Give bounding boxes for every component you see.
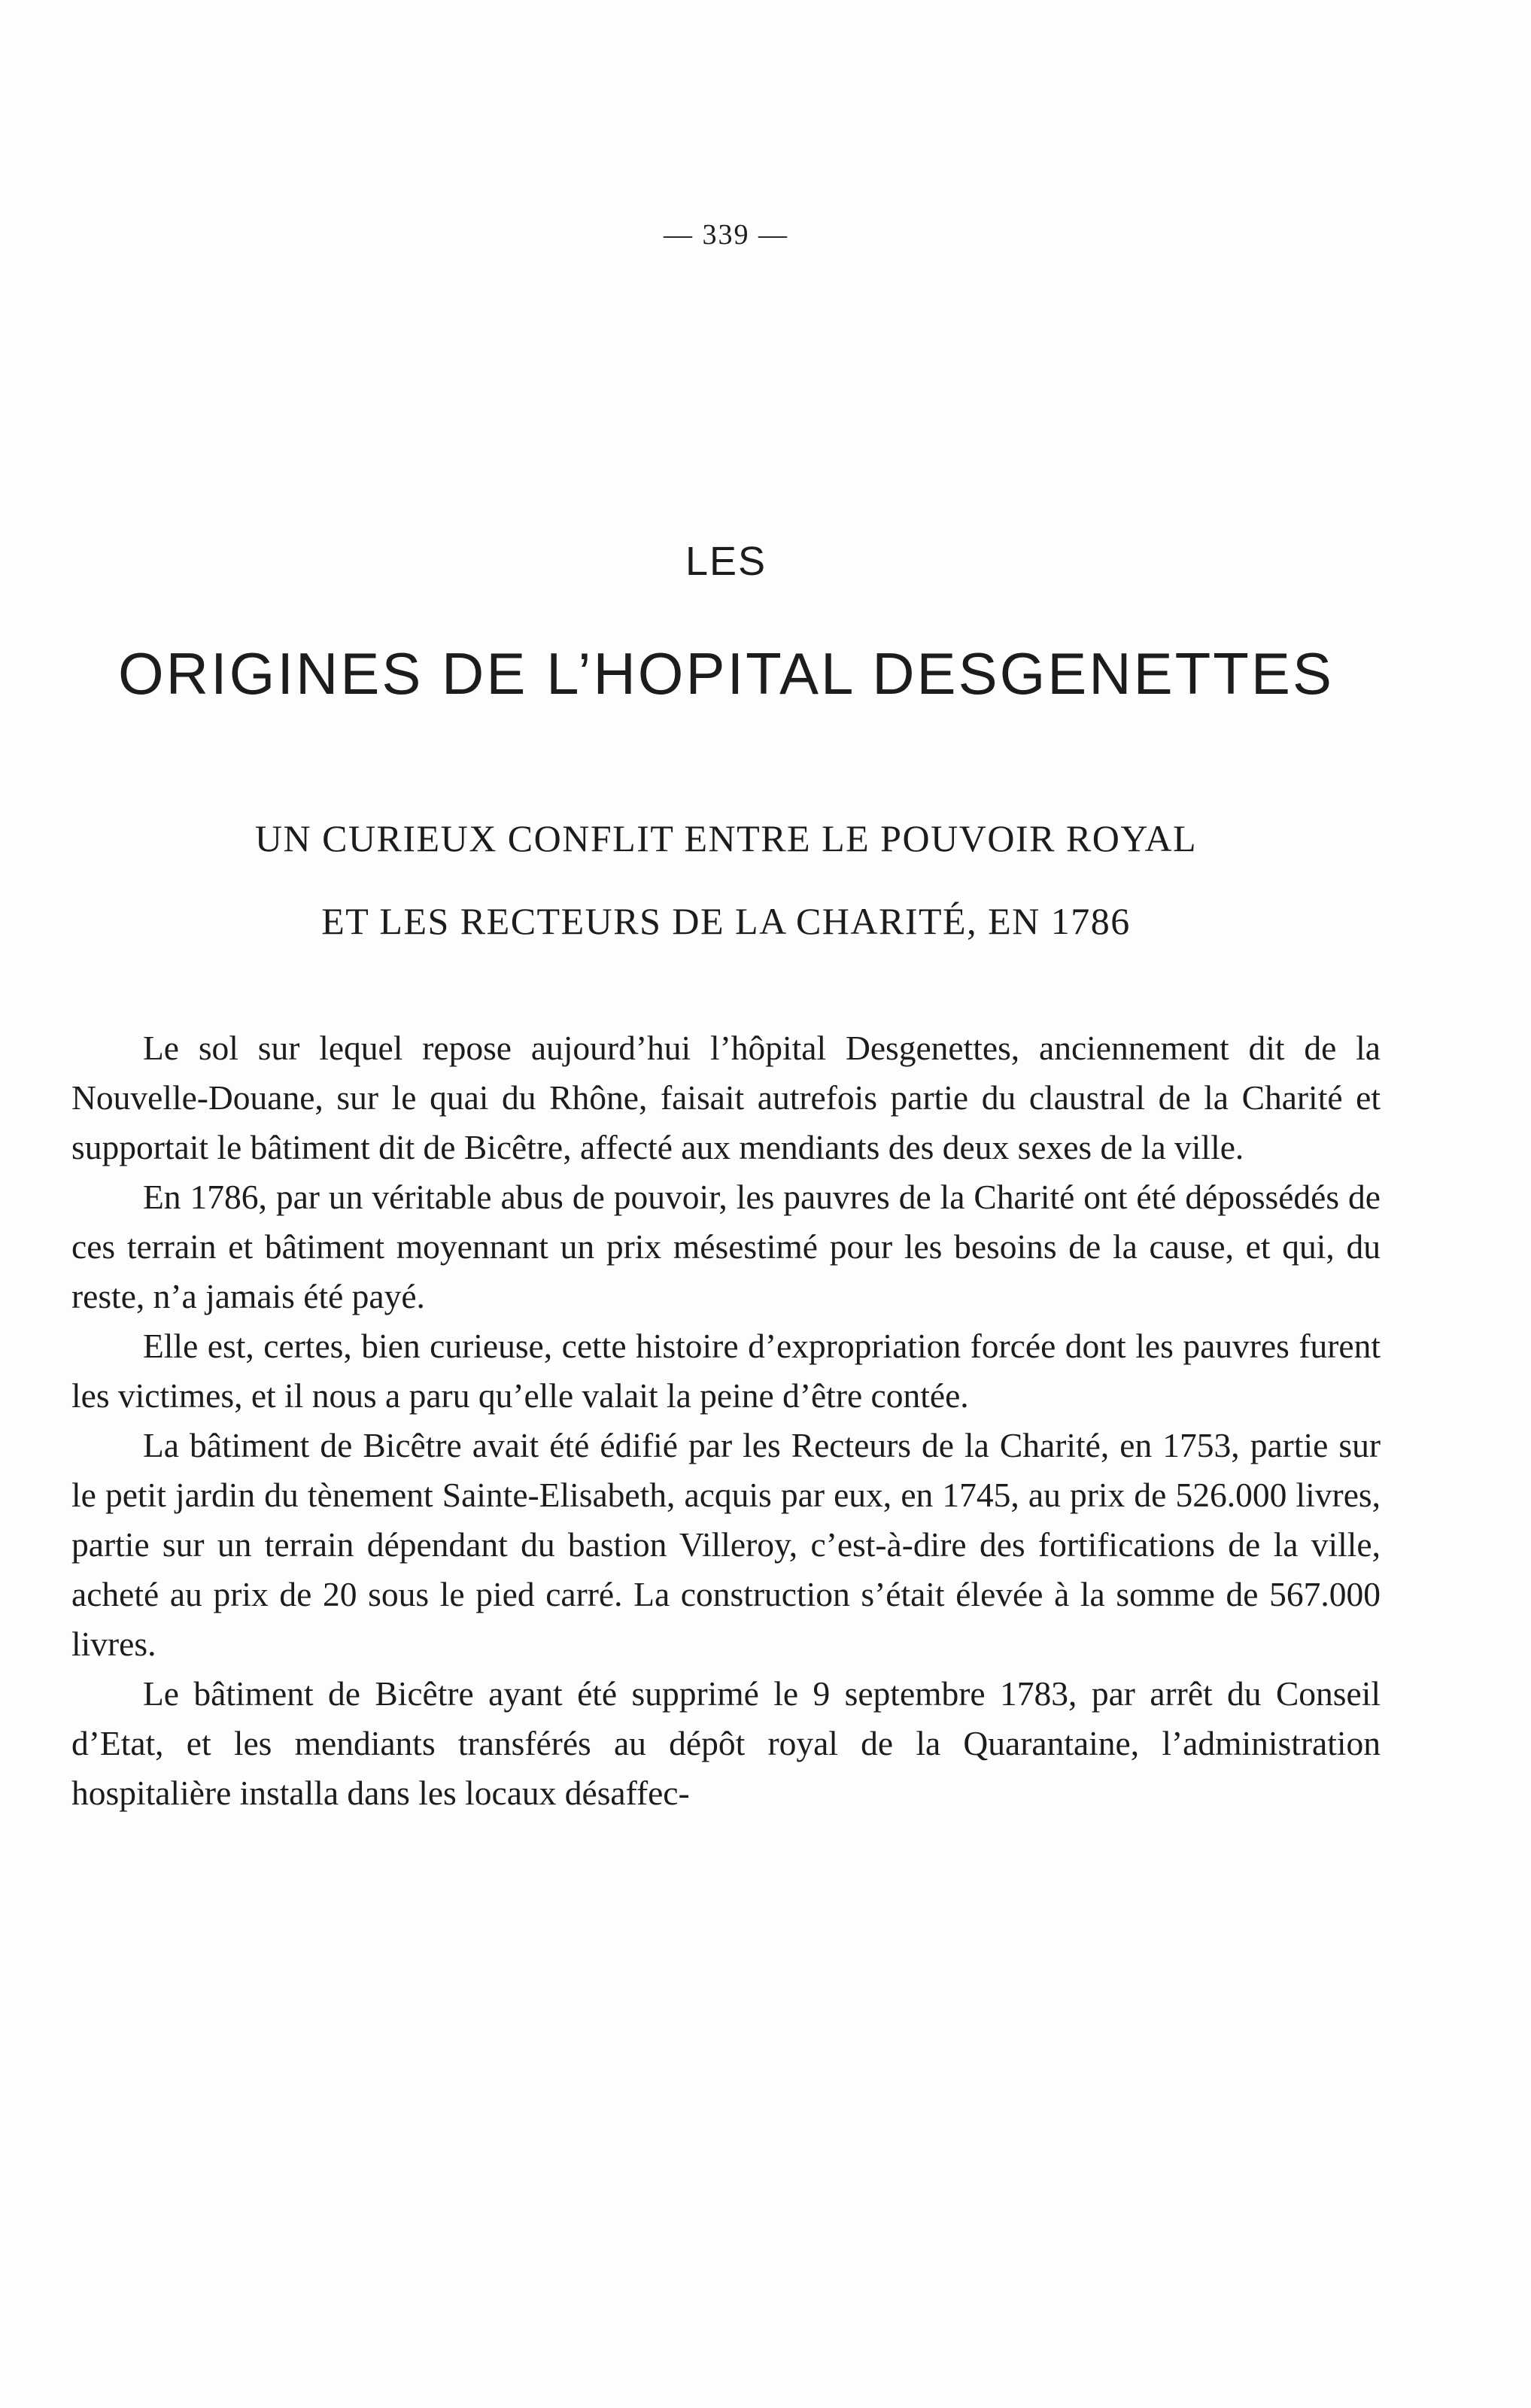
paragraph-5: Le bâtiment de Bicêtre ayant été supprimé le 9 septembre 1783, par arrêt du Conseil d’Etat, et les mendiants transférés au dépôt royal de la Quarantaine, l’administration hospitalière installa dans les locaux désaffec- (71, 1674, 1381, 1812)
subtitle-line-1: UN CURIEUX CONFLIT ENTRE LE POUVOIR ROYAL (254, 817, 1198, 859)
paragraph-2: En 1786, par un véritable abus de pouvoir, les pauvres de la Charité ont été dépossédés de ces terrain et bâtiment moyennant un prix mésestimé pour les besoins de la cause, et qui, du reste, n’a jamais été payé. (71, 1178, 1381, 1315)
paragraph-1: Le sol sur lequel repose aujourd’hui l’hôpital Desgenettes, anciennement dit de la Nouvelle-Douane, sur le quai du Rhône, faisait autrefois partie du claustral de la Charité et supportait le bâtiment dit de Bicêtre, affecté aux mendiants des deux sexes de la ville. (71, 1029, 1381, 1166)
paragraph-3: Elle est, certes, bien curieuse, cette histoire d’expropriation forcée dont les pauvres furent les victimes, et il nous a paru qu’elle valait la peine d’être contée. (71, 1327, 1381, 1415)
title-kicker: LES (685, 539, 767, 584)
paragraph-4: La bâtiment de Bicêtre avait été édifié par les Recteurs de la Charité, en 1753, partie sur le petit jardin du tènement Sainte-Elisabeth, acquis par eux, en 1745, au prix de 526.000 livres, partie sur un terrain dépendant du bastion Villeroy, c’est-à-dire des fortifications de la ville, acheté au prix de 20 sous le pied carré. La construction s’était élevée à la somme de 567.000 livres. (71, 1426, 1381, 1663)
body-text (71, 1023, 1381, 1818)
subtitle-line-2: ET LES RECTEURS DE LA CHARITÉ, EN 1786 (321, 900, 1131, 942)
page-number: — 339 — (664, 219, 788, 251)
page-title: ORIGINES DE L’HOPITAL DESGENETTES (117, 640, 1334, 707)
